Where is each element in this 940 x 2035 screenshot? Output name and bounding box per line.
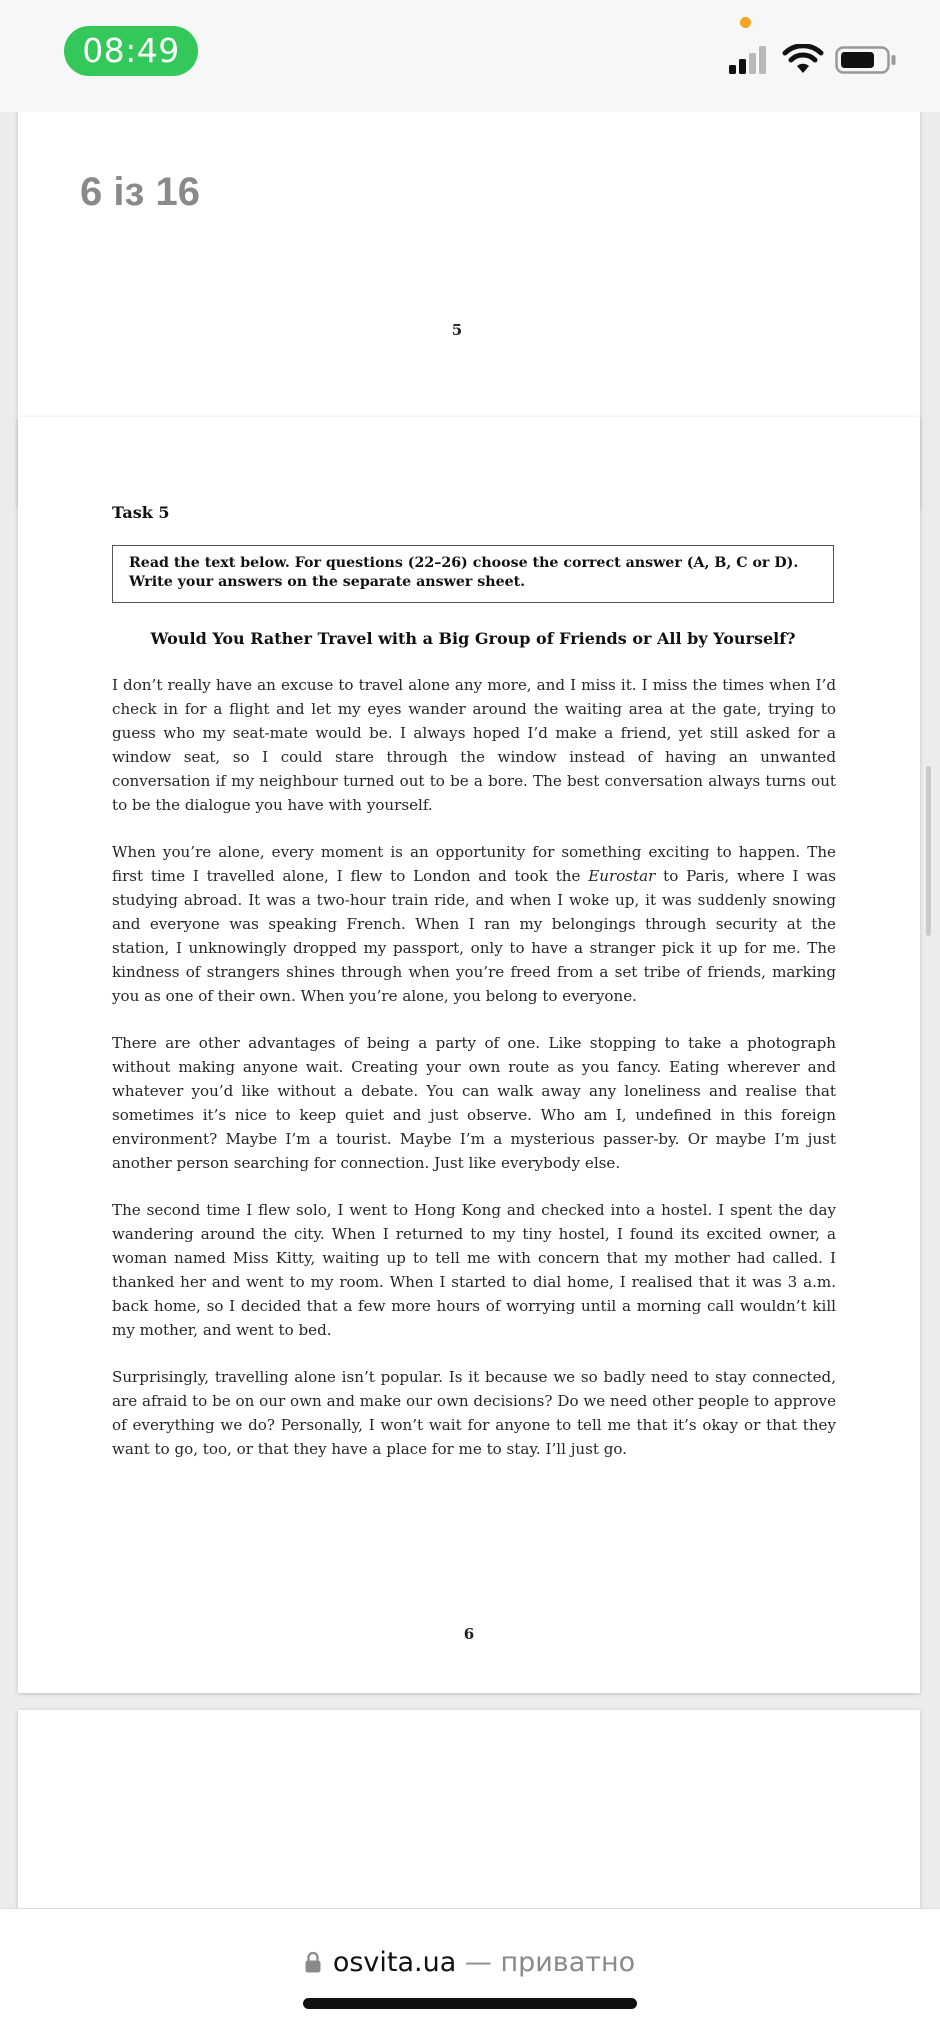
article-paragraph-1: I don’t really have an excuse to travel alone any more, and I miss it. I miss the times when I’d check in for a flight and let my eyes wander around the waiting area at the gate, trying to guess who my seat-mate would be. I always hoped I’d make a friend, yet still asked for a window seat, so I could stare through the window instead of having an unwanted conversation if my neighbour turned out to be a bore. The best conversation always turns out to be the dialogue you have with yourself.: [112, 676, 836, 814]
url-privacy-label: приватно: [500, 1947, 636, 1978]
page-number-current: 6: [463, 1625, 475, 1643]
page-number-previous: 5: [451, 321, 463, 339]
task-title: Task 5: [112, 503, 170, 522]
instructions-box: Read the text below. For questions (22–26) choose the correct answer (A, B, C or D). Write your answers on the separate answer sheet.: [112, 545, 834, 603]
wifi-icon: [782, 44, 824, 76]
document-page-current[interactable]: [18, 417, 920, 1693]
page-counter: 6 із 16: [80, 170, 200, 214]
cellular-signal-icon: [728, 44, 772, 76]
document-page-next[interactable]: [18, 1710, 920, 1908]
home-indicator[interactable]: [303, 1998, 637, 2009]
article-title: Would You Rather Travel with a Big Group of Friends or All by Yourself?: [150, 629, 796, 648]
status-time[interactable]: 08:49: [64, 26, 198, 76]
document-viewer[interactable]: [0, 112, 940, 1908]
article-paragraph-5: Surprisingly, travelling alone isn’t popular. Is it because we so badly need to stay connected, are afraid to be on our own and make our own decisions? Do we need other people to approve of everything we do? Personally, I won’t wait for anyone to tell me that it’s okay or that they want to go, too, or that they have a place for me to stay. I’ll just go.: [112, 1368, 836, 1458]
paragraph-2-text-start: When you’re alone, every moment is an opportunity for something exciting to happen. The first time I travelled alone, I flew to London and took the: [112, 843, 836, 885]
paragraph-2-italic-eurostar: Eurostar: [588, 867, 656, 885]
battery-icon: [835, 44, 897, 76]
article-paragraph-3: There are other advantages of being a party of one. Like stopping to take a photograph without making anyone wait. Creating your own route as you fancy. Eating wherever and whatever you’d like without a debate. You can walk away any loneliness and realise that sometimes it’s nice to keep quiet and just observe. Who am I, undefined in this foreign environment? Maybe I’m a tourist. Maybe I’m a mysterious passer-by. Or maybe I’m just another person searching for connection. Just like everybody else.: [112, 1034, 836, 1172]
url-display[interactable]: [0, 1947, 940, 1978]
paragraph-2-text-end: to Paris, where I was studying abroad. It was a two-hour train ride, and when I woke up, it was suddenly snowing and everyone was speaking French. When I ran my belongings through security at the station, I unknowingly dropped my passport, only to have a stranger pick it up for me. The kindness of strangers shines through when you’re freed from a set tribe of friends, marking you as one of their own. When you’re alone, you belong to everyone.: [112, 867, 836, 1005]
address-bar[interactable]: [0, 1908, 940, 2035]
status-bar: [0, 0, 940, 112]
url-domain: osvita.ua: [332, 1947, 457, 1978]
article-paragraph-2: [112, 840, 836, 1008]
lock-icon: [305, 1951, 321, 1973]
article-paragraph-4: The second time I flew solo, I went to Hong Kong and checked into a hostel. I spent the day wandering around the city. When I returned to my tiny hostel, I found its excited owner, a woman named Miss Kitty, waiting up to tell me with concern that my mother had called. I thanked her and went to my room. When I started to dial home, I realised that it was 3 a.m. back home, so I decided that a few more hours of worrying until a morning call wouldn’t kill my mother, and went to bed.: [112, 1201, 836, 1339]
scroll-indicator[interactable]: [926, 766, 931, 936]
article-body: [112, 673, 836, 1484]
url-separator: —: [456, 1947, 501, 1978]
privacy-indicator-dot: [740, 17, 751, 28]
